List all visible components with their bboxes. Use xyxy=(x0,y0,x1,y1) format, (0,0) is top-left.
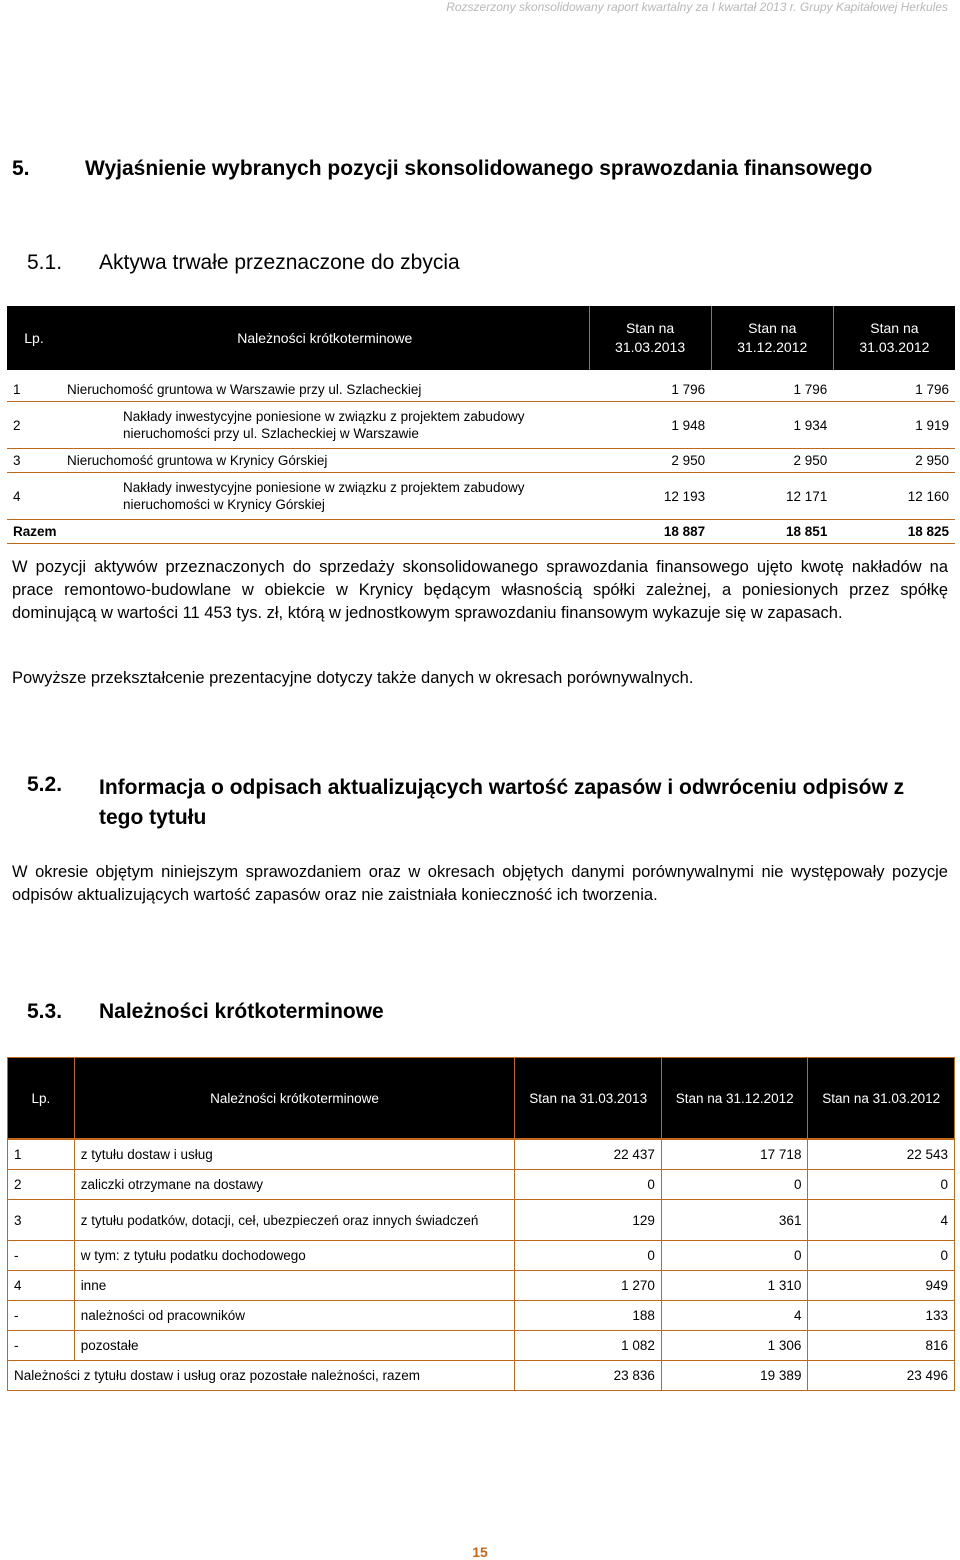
row-lp: 1 xyxy=(7,378,61,402)
row-lp: - xyxy=(8,1301,75,1331)
row-value-2: 4 xyxy=(661,1301,808,1331)
row-name: Nieruchomość gruntowa w Warszawie przy ul. Szlacheckiej xyxy=(61,378,589,402)
row-name: z tytułu podatków, dotacji, ceł, ubezpieczeń oraz innych świadczeń xyxy=(80,1212,479,1228)
row-value-2: 361 xyxy=(661,1200,808,1241)
total-value-2: 18 851 xyxy=(711,520,833,544)
subsection-title: Aktywa trwałe przeznaczone do zbycia xyxy=(99,251,460,274)
assets-held-for-sale-table xyxy=(7,306,955,544)
total-value-1: 23 836 xyxy=(515,1361,662,1391)
section-title: Wyjaśnienie wybranych pozycji skonsolidowanego sprawozdania finansowego xyxy=(85,157,873,180)
row-value-1: 0 xyxy=(515,1241,662,1271)
table-row xyxy=(8,1331,955,1361)
table-header-row xyxy=(7,306,955,370)
row-value-1: 1 948 xyxy=(589,402,711,449)
row-value-2: 1 796 xyxy=(711,378,833,402)
row-lp: - xyxy=(8,1331,75,1361)
total-value-2: 19 389 xyxy=(661,1361,808,1391)
header-col2: Stan na 31.12.2012 xyxy=(661,1058,808,1139)
table-row xyxy=(7,402,955,449)
row-value-1: 1 270 xyxy=(515,1271,662,1301)
running-header: Rozszerzony skonsolidowany raport kwartalny za I kwartał 2013 r. Grupy Kapitałowej Herkules xyxy=(446,0,948,14)
header-name: Należności krótkoterminowe xyxy=(61,306,589,370)
table-row xyxy=(8,1241,955,1271)
row-value-3: 4 xyxy=(808,1200,955,1241)
row-value-3: 2 950 xyxy=(833,449,955,473)
row-value-3: 949 xyxy=(808,1271,955,1301)
row-value-3: 0 xyxy=(808,1170,955,1200)
row-lp: 3 xyxy=(8,1200,75,1241)
row-name: należności od pracowników xyxy=(74,1301,515,1331)
row-lp: 1 xyxy=(8,1140,75,1170)
row-value-1: 1 082 xyxy=(515,1331,662,1361)
header-col2: Stan na 31.12.2012 xyxy=(711,306,833,370)
short-term-receivables-table xyxy=(7,1057,955,1391)
total-value-3: 23 496 xyxy=(808,1361,955,1391)
row-value-1: 188 xyxy=(515,1301,662,1331)
total-value-1: 18 887 xyxy=(589,520,711,544)
subsection-title: Należności krótkoterminowe xyxy=(99,1000,384,1023)
table-total-row xyxy=(8,1361,955,1391)
row-value-3: 1 796 xyxy=(833,378,955,402)
total-label: Razem xyxy=(7,520,589,544)
row-value-3: 816 xyxy=(808,1331,955,1361)
row-name: Nieruchomość gruntowa w Krynicy Górskiej xyxy=(61,449,589,473)
row-value-2: 1 934 xyxy=(711,402,833,449)
header-lp: Lp. xyxy=(8,1058,75,1139)
row-value-2: 1 310 xyxy=(661,1271,808,1301)
row-name: Nakłady inwestycyjne poniesione w związku z projektem zabudowy nieruchomości przy ul. Szlacheckiej w Warszawie xyxy=(123,409,525,441)
table-row xyxy=(8,1301,955,1331)
row-value-2: 17 718 xyxy=(661,1140,808,1170)
row-lp: - xyxy=(8,1241,75,1271)
row-value-2: 1 306 xyxy=(661,1331,808,1361)
row-value-3: 133 xyxy=(808,1301,955,1331)
section-number: 5. xyxy=(12,157,30,180)
paragraph-inventory-note: W okresie objętym niniejszym sprawozdaniem oraz w okresach objętych danymi porównywalnymi nie występowały pozycje odpisów aktualizujących wartość zapasów oraz nie zaistniała konieczność ich tworzenia. xyxy=(12,863,948,904)
total-value-3: 18 825 xyxy=(833,520,955,544)
table-header-row xyxy=(8,1058,955,1139)
row-value-3: 12 160 xyxy=(833,473,955,520)
header-col1: Stan na 31.03.2013 xyxy=(589,306,711,370)
row-value-1: 22 437 xyxy=(515,1140,662,1170)
row-lp: 4 xyxy=(7,473,61,520)
table-total-row xyxy=(7,520,955,544)
row-value-3: 0 xyxy=(808,1241,955,1271)
row-lp: 4 xyxy=(8,1271,75,1301)
subsection-number: 5.2. xyxy=(27,773,63,796)
total-label: Należności z tytułu dostaw i usług oraz pozostałe należności, razem xyxy=(8,1361,515,1391)
row-name: inne xyxy=(74,1271,515,1301)
row-name: pozostałe xyxy=(74,1331,515,1361)
header-col1: Stan na 31.03.2013 xyxy=(515,1058,662,1139)
row-value-2: 12 171 xyxy=(711,473,833,520)
table-row xyxy=(8,1140,955,1170)
row-lp: 2 xyxy=(8,1170,75,1200)
row-name: Nakłady inwestycyjne poniesione w związku z projektem zabudowy nieruchomości w Krynicy Górskiej xyxy=(123,480,525,512)
row-value-1: 2 950 xyxy=(589,449,711,473)
row-name: z tytułu dostaw i usług xyxy=(74,1140,515,1170)
subsection-number: 5.1. xyxy=(27,251,63,274)
table-row xyxy=(7,449,955,473)
header-name: Należności krótkoterminowe xyxy=(74,1058,515,1139)
row-name: w tym: z tytułu podatku dochodowego xyxy=(74,1241,515,1271)
table-row xyxy=(8,1271,955,1301)
row-value-2: 2 950 xyxy=(711,449,833,473)
row-lp: 3 xyxy=(7,449,61,473)
row-value-2: 0 xyxy=(661,1241,808,1271)
header-lp: Lp. xyxy=(7,306,61,370)
paragraph-assets-note: W pozycji aktywów przeznaczonych do sprzedaży skonsolidowanego sprawozdania finansowego ujęto kwotę nakładów na prace remontowo-budowlane w obiekcie w Krynicy będącym własnością spółki zależnej, a poniesionych przez spółkę dominującą w wartości 11 453 tys. zł, którą w jednostkowym sprawozdaniu finansowym wykazuje się w zapasach. xyxy=(12,558,948,622)
subsection-number: 5.3. xyxy=(27,1000,63,1023)
row-value-1: 12 193 xyxy=(589,473,711,520)
row-value-3: 22 543 xyxy=(808,1140,955,1170)
page-number: 15 xyxy=(472,1544,488,1560)
subsection-title: Informacja o odpisach aktualizujących wartość zapasów i odwróceniu odpisów z tego tytułu xyxy=(99,776,905,829)
row-value-1: 1 796 xyxy=(589,378,711,402)
table-row xyxy=(8,1170,955,1200)
table-row xyxy=(8,1200,955,1241)
table-row xyxy=(7,473,955,520)
row-lp: 2 xyxy=(7,402,61,449)
row-value-1: 129 xyxy=(515,1200,662,1241)
paragraph-presentation-note: Powyższe przekształcenie prezentacyjne dotyczy także danych w okresach porównywalnych. xyxy=(12,669,694,687)
row-value-3: 1 919 xyxy=(833,402,955,449)
header-col3: Stan na 31.03.2012 xyxy=(808,1058,955,1139)
table-row xyxy=(7,378,955,402)
header-col3: Stan na 31.03.2012 xyxy=(833,306,955,370)
row-name: zaliczki otrzymane na dostawy xyxy=(74,1170,515,1200)
row-value-1: 0 xyxy=(515,1170,662,1200)
row-value-2: 0 xyxy=(661,1170,808,1200)
